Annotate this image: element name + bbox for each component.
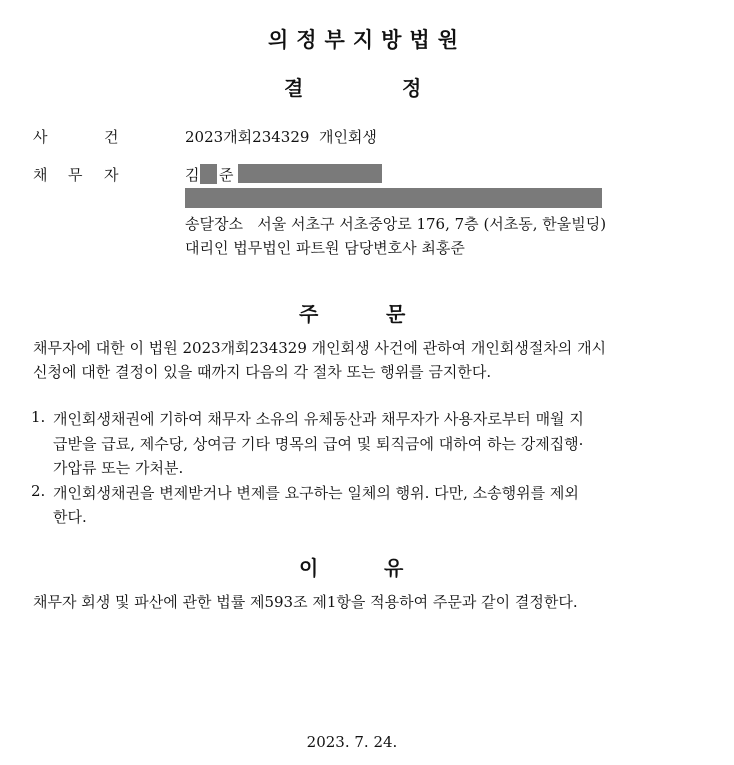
debtor-name-last: 준 [219, 166, 234, 184]
case-label-char-1: 사 [33, 128, 48, 146]
order-item-2-number: 2. [31, 482, 46, 500]
reason-heading-right-char: 유 [384, 556, 404, 580]
doc-type-right-char: 정 [402, 76, 422, 100]
order-heading-right-char: 문 [386, 302, 406, 326]
order-intro-line-1: 채무자에 대한 이 법원 2023개회234329 개인회생 사건에 관하여 개인회생절차의 개시 [33, 339, 607, 357]
case-label-char-2: 건 [104, 128, 119, 146]
order-item-1-number: 1. [31, 408, 46, 426]
order-item-1-line-2: 급받을 급료, 제수당, 상여금 기타 명목의 급여 및 퇴직금에 대하여 하는 강제집행· [53, 435, 584, 453]
order-item-1-line-1: 개인회생채권에 기하여 채무자 소유의 유체동산과 채무자가 사용자로부터 매월 지 [53, 410, 584, 428]
order-item-2-line-1: 개인회생채권을 변제받거나 변제를 요구하는 일체의 행위. 다만, 소송행위를 제외 [53, 484, 579, 502]
reason-text: 채무자 회생 및 파산에 관한 법률 제593조 제1항을 적용하여 주문과 같이 결정한다. [33, 593, 578, 611]
service-address: 송달장소 서울 서초구 서초중앙로 176, 7층 (서초동, 한울빌딩) [185, 215, 607, 233]
order-item-2-line-2: 한다. [53, 508, 87, 526]
case-number: 2023개회234329 개인회생 [185, 128, 377, 146]
decision-date: 2023. 7. 24. [306, 733, 398, 751]
doc-type-left-char: 결 [284, 76, 304, 100]
debtor-label-char-3: 자 [104, 166, 119, 184]
order-item-1-line-3: 가압류 또는 가처분. [53, 459, 184, 477]
order-heading-left-char: 주 [299, 302, 319, 326]
debtor-name-first: 김 [185, 166, 200, 184]
reason-heading-left-char: 이 [299, 556, 319, 580]
order-intro-line-2: 신청에 대한 결정이 있을 때까지 다음의 각 절차 또는 행위를 금지한다. [33, 363, 492, 381]
redaction-name-middle [200, 164, 217, 184]
redaction-bar-1 [238, 164, 382, 183]
redaction-bar-2 [185, 188, 602, 208]
debtor-label-char-2: 무 [68, 166, 83, 184]
court-name: 의정부지방법원 [267, 28, 466, 52]
debtor-label-char-1: 채 [33, 166, 48, 184]
legal-agent: 대리인 법무법인 파트원 담당변호사 최홍준 [185, 239, 465, 257]
